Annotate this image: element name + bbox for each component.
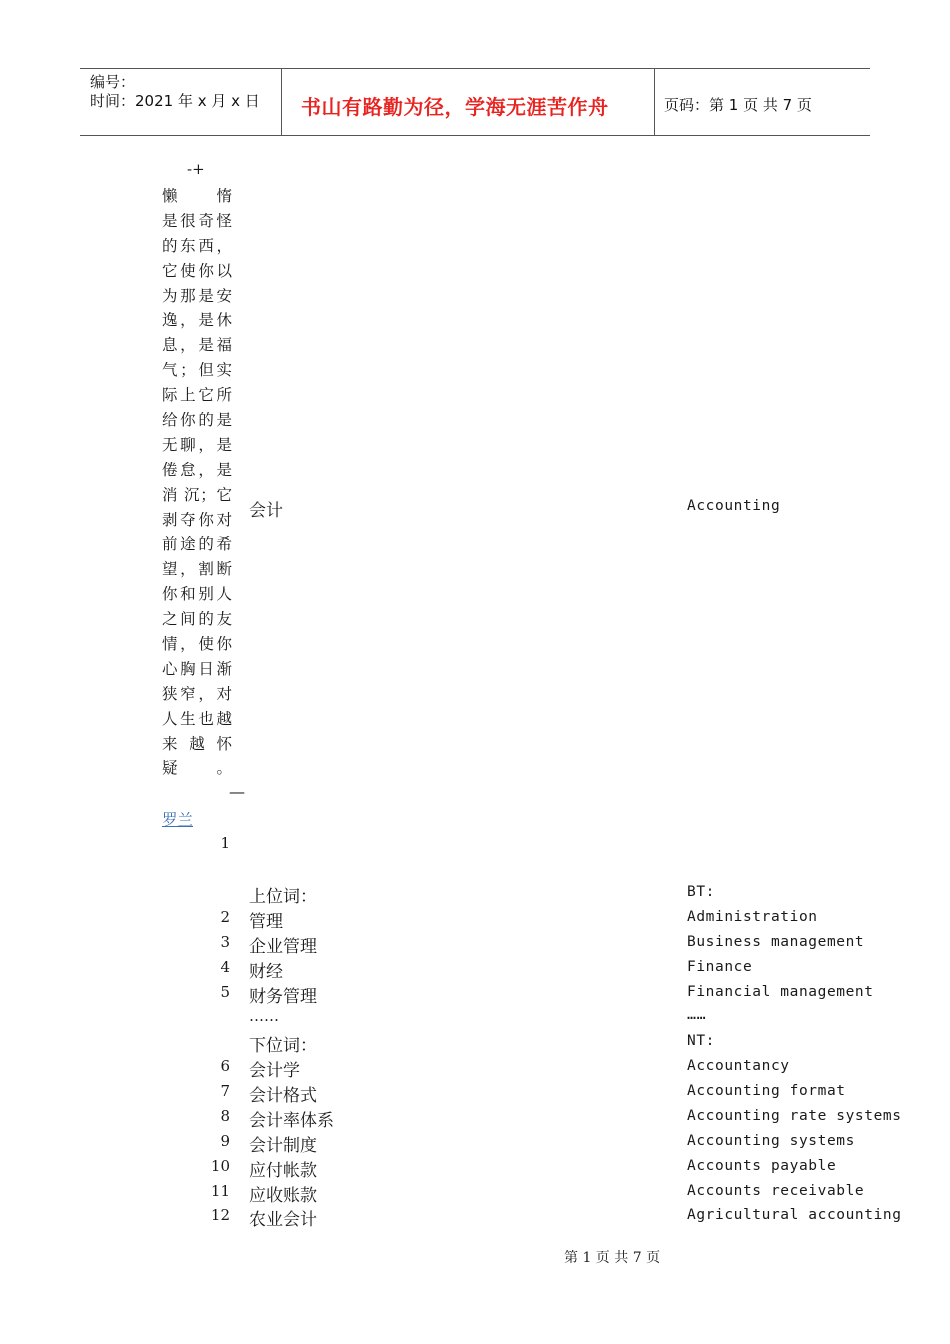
page-counter: 页码：第 1 页 共 7 页 bbox=[664, 96, 812, 114]
row-number: 7 bbox=[220, 1081, 230, 1100]
quote-line: 你和别人 bbox=[162, 585, 232, 604]
row-number: 3 bbox=[220, 932, 230, 951]
narrower-label-en: NT: bbox=[687, 1033, 715, 1049]
row-term-english: Finance bbox=[687, 958, 753, 975]
quote-line: 消 沉；它 bbox=[162, 485, 232, 504]
row-term-chinese: 会计率体系 bbox=[249, 1110, 334, 1131]
quote-line: 望，割断 bbox=[162, 560, 232, 579]
header-bottom-rule bbox=[80, 135, 870, 136]
row-number: 8 bbox=[220, 1106, 230, 1125]
quote-line: 之间的友 bbox=[162, 610, 232, 629]
row-term-english: Accountancy bbox=[687, 1058, 790, 1074]
motto-title: 书山有路勤为径，学海无涯苦作舟 bbox=[301, 95, 609, 119]
row-term-english: Accounting rate systems bbox=[687, 1107, 902, 1124]
quote-line: 气；但实 bbox=[162, 361, 232, 380]
quote-line: 际上它所 bbox=[162, 386, 232, 405]
header-divider-left bbox=[281, 68, 282, 136]
term-english: Accounting bbox=[687, 498, 781, 514]
row-number: 4 bbox=[220, 957, 230, 976]
broader-ellipsis-cn: …… bbox=[249, 1007, 279, 1025]
page-footer: 第 1 页 共 7 页 bbox=[564, 1250, 661, 1266]
broader-ellipsis-en: …… bbox=[687, 1005, 707, 1023]
quote-text bbox=[162, 184, 232, 781]
quote-line: 逸，是休 bbox=[162, 311, 232, 330]
row-term-chinese: 农业会计 bbox=[249, 1210, 317, 1231]
quote-dash: — bbox=[229, 782, 245, 801]
quote-line: 无聊，是 bbox=[162, 435, 232, 454]
narrower-label-cn: 下位词： bbox=[249, 1036, 317, 1056]
row-number: 11 bbox=[210, 1181, 230, 1200]
quote-mark: -+ bbox=[187, 160, 205, 178]
row-term-english: Agricultural accounting bbox=[687, 1207, 902, 1224]
quote-line: 疑。 bbox=[162, 759, 232, 778]
quote-line: 懒 惰 bbox=[162, 187, 232, 205]
row-term-english: Business management bbox=[687, 933, 865, 950]
document-number-label: 编号： bbox=[90, 73, 136, 91]
quote-line: 心胸日渐 bbox=[162, 659, 232, 678]
row-term-chinese: 会计学 bbox=[249, 1061, 300, 1081]
quote-line: 人生也越 bbox=[162, 709, 232, 728]
quote-line: 的东西， bbox=[162, 236, 232, 255]
row-term-chinese: 应收账款 bbox=[249, 1185, 317, 1206]
row-term-chinese: 会计制度 bbox=[249, 1135, 317, 1156]
quote-line: 它使你以 bbox=[162, 261, 232, 280]
broader-label-cn: 上位词： bbox=[249, 887, 317, 907]
header-top-rule bbox=[80, 68, 870, 69]
quote-line: 给你的是 bbox=[162, 411, 232, 430]
row-number: 2 bbox=[220, 908, 230, 926]
quote-line: 来 越 怀 bbox=[162, 734, 232, 753]
quote-line: 息，是福 bbox=[162, 336, 232, 355]
quote-author-link[interactable]: 罗兰 bbox=[162, 811, 194, 829]
row-term-chinese: 应付帐款 bbox=[249, 1160, 317, 1181]
row-term-english: Financial management bbox=[687, 983, 874, 1000]
row-term-chinese: 会计格式 bbox=[249, 1085, 317, 1106]
row-term-chinese: 财务管理 bbox=[249, 986, 317, 1007]
quote-line: 是很奇怪 bbox=[162, 211, 232, 230]
row-term-chinese: 管理 bbox=[249, 912, 283, 932]
row-term-english: Accounts receivable bbox=[687, 1182, 865, 1199]
row-term-english: Accounts payable bbox=[687, 1157, 837, 1174]
row-term-english: Accounting format bbox=[687, 1082, 846, 1099]
row-term-chinese: 企业管理 bbox=[249, 936, 317, 957]
quote-line: 剥夺你对 bbox=[162, 510, 232, 529]
row-number: 10 bbox=[210, 1156, 230, 1175]
row-term-chinese: 财经 bbox=[249, 961, 283, 982]
row-number: 5 bbox=[220, 982, 230, 1001]
quote-line: 为那是安 bbox=[162, 286, 232, 305]
document-date: 时间：2021 年 x 月 x 日 bbox=[90, 92, 260, 110]
row-term-english: Administration bbox=[687, 909, 818, 925]
row-number: 6 bbox=[220, 1057, 230, 1075]
row-number: 9 bbox=[220, 1131, 230, 1150]
term-chinese: 会计 bbox=[249, 501, 283, 521]
quote-line: 前途的希 bbox=[162, 535, 232, 554]
quote-line: 狭窄，对 bbox=[162, 684, 232, 703]
quote-line: 倦怠，是 bbox=[162, 460, 232, 479]
term-number: 1 bbox=[220, 834, 230, 852]
quote-line: 情，使你 bbox=[162, 635, 232, 654]
header-divider-right bbox=[654, 68, 655, 136]
broader-label-en: BT: bbox=[687, 884, 715, 900]
row-term-english: Accounting systems bbox=[687, 1132, 855, 1149]
row-number: 12 bbox=[210, 1206, 230, 1225]
